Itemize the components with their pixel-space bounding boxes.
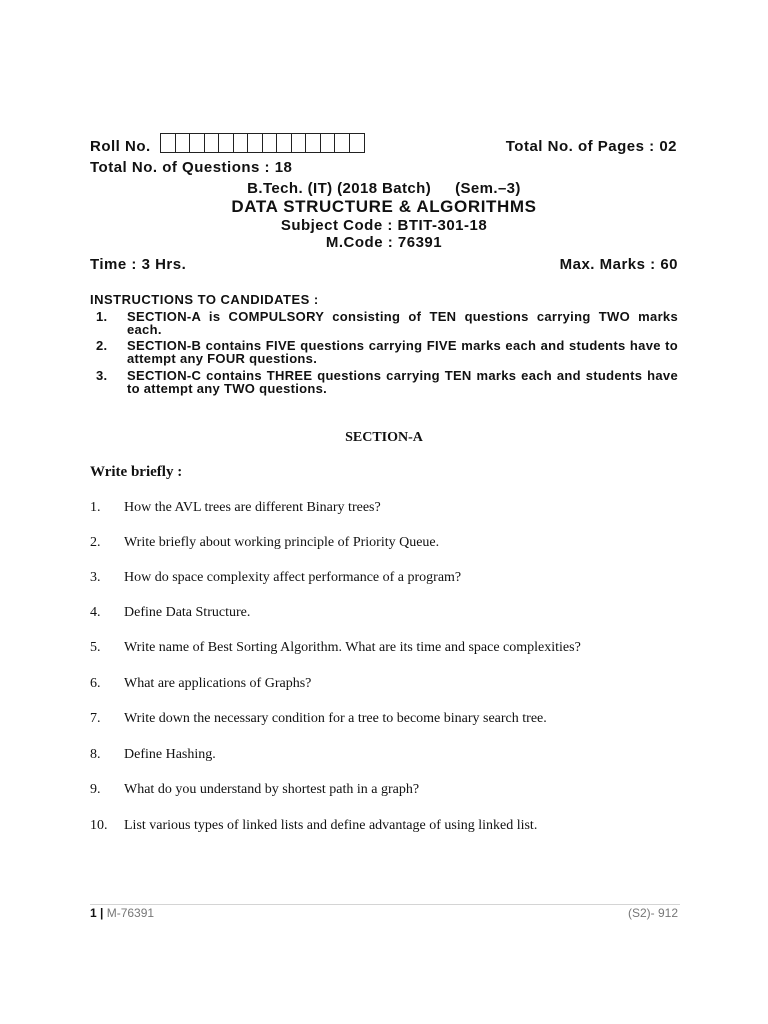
footer-divider bbox=[90, 904, 680, 905]
question-item bbox=[90, 605, 250, 621]
question-item bbox=[90, 500, 381, 516]
question-item bbox=[90, 535, 439, 551]
section-a-title: SECTION-A bbox=[345, 430, 423, 445]
question-text: Write name of Best Sorting Algorithm. What are its time and space complexities? bbox=[124, 640, 581, 655]
question-item bbox=[90, 676, 311, 692]
question-item bbox=[90, 747, 216, 763]
question-text: Define Hashing. bbox=[124, 747, 216, 762]
question-item bbox=[90, 782, 419, 798]
question-number: 6. bbox=[90, 676, 101, 691]
section-subtitle: Write briefly : bbox=[90, 464, 183, 480]
question-number: 4. bbox=[90, 605, 101, 620]
question-item bbox=[90, 570, 461, 586]
question-text: How do space complexity affect performance of a program? bbox=[124, 570, 462, 585]
question-number: 5. bbox=[90, 640, 101, 655]
instruction-number: 1. bbox=[96, 309, 108, 324]
question-number: 1. bbox=[90, 500, 101, 515]
subject-title: DATA STRUCTURE & ALGORITHMS bbox=[231, 197, 537, 216]
course: B.Tech. (IT) (2018 Batch) bbox=[247, 180, 432, 197]
question-number: 9. bbox=[90, 782, 101, 797]
total-questions: Total No. of Questions : 18 bbox=[90, 159, 293, 176]
question-text: How the AVL trees are different Binary trees? bbox=[124, 500, 381, 515]
instruction-number: 3. bbox=[96, 368, 108, 383]
footer-m-code: M-76391 bbox=[106, 906, 155, 920]
question-number: 2. bbox=[90, 535, 101, 550]
max-marks: Max. Marks : 60 bbox=[559, 256, 678, 273]
question-number: 3. bbox=[90, 570, 101, 585]
instruction-number: 2. bbox=[96, 338, 108, 353]
instruction-text: SECTION-C contains THREE questions carrying TEN marks each and students have to attempt any TWO questions. bbox=[127, 368, 678, 396]
subject-code: Subject Code : BTIT-301-18 bbox=[280, 217, 488, 234]
question-item bbox=[90, 711, 547, 727]
page-number: 1 bbox=[90, 906, 97, 920]
question-text: Write briefly about working principle of Priority Queue. bbox=[124, 535, 440, 550]
question-number: 10. bbox=[90, 818, 108, 833]
m-code: M.Code : 76391 bbox=[325, 234, 443, 251]
instruction-item bbox=[96, 369, 678, 395]
instruction-item bbox=[96, 339, 678, 365]
course-line bbox=[0, 180, 768, 197]
question-number: 7. bbox=[90, 711, 101, 726]
total-pages: Total No. of Pages : 02 bbox=[505, 138, 677, 155]
question-text: Write down the necessary condition for a tree to become binary search tree. bbox=[124, 711, 547, 726]
question-number: 8. bbox=[90, 747, 101, 762]
roll-no-boxes bbox=[160, 133, 365, 153]
footer-separator: | bbox=[96, 906, 107, 920]
footer-left bbox=[90, 906, 154, 920]
instruction-text: SECTION-B contains FIVE questions carrying FIVE marks each and students have to attempt any FOUR questions. bbox=[127, 338, 678, 366]
question-item bbox=[90, 818, 537, 834]
instruction-item bbox=[96, 310, 678, 336]
exam-time: Time : 3 Hrs. bbox=[90, 256, 187, 273]
roll-no-label: Roll No. bbox=[90, 138, 151, 155]
question-item bbox=[90, 640, 581, 656]
footer-paper-code: (S2)- 912 bbox=[627, 906, 678, 920]
semester: (Sem.–3) bbox=[455, 180, 521, 197]
question-text: What do you understand by shortest path in a graph? bbox=[124, 782, 420, 797]
question-text: List various types of linked lists and define advantage of using linked list. bbox=[124, 818, 538, 833]
question-text: Define Data Structure. bbox=[124, 605, 251, 620]
question-text: What are applications of Graphs? bbox=[124, 676, 312, 691]
instruction-text: SECTION-A is COMPULSORY consisting of TEN questions carrying TWO marks each. bbox=[127, 309, 678, 337]
instructions-heading: INSTRUCTIONS TO CANDIDATES : bbox=[90, 292, 319, 307]
